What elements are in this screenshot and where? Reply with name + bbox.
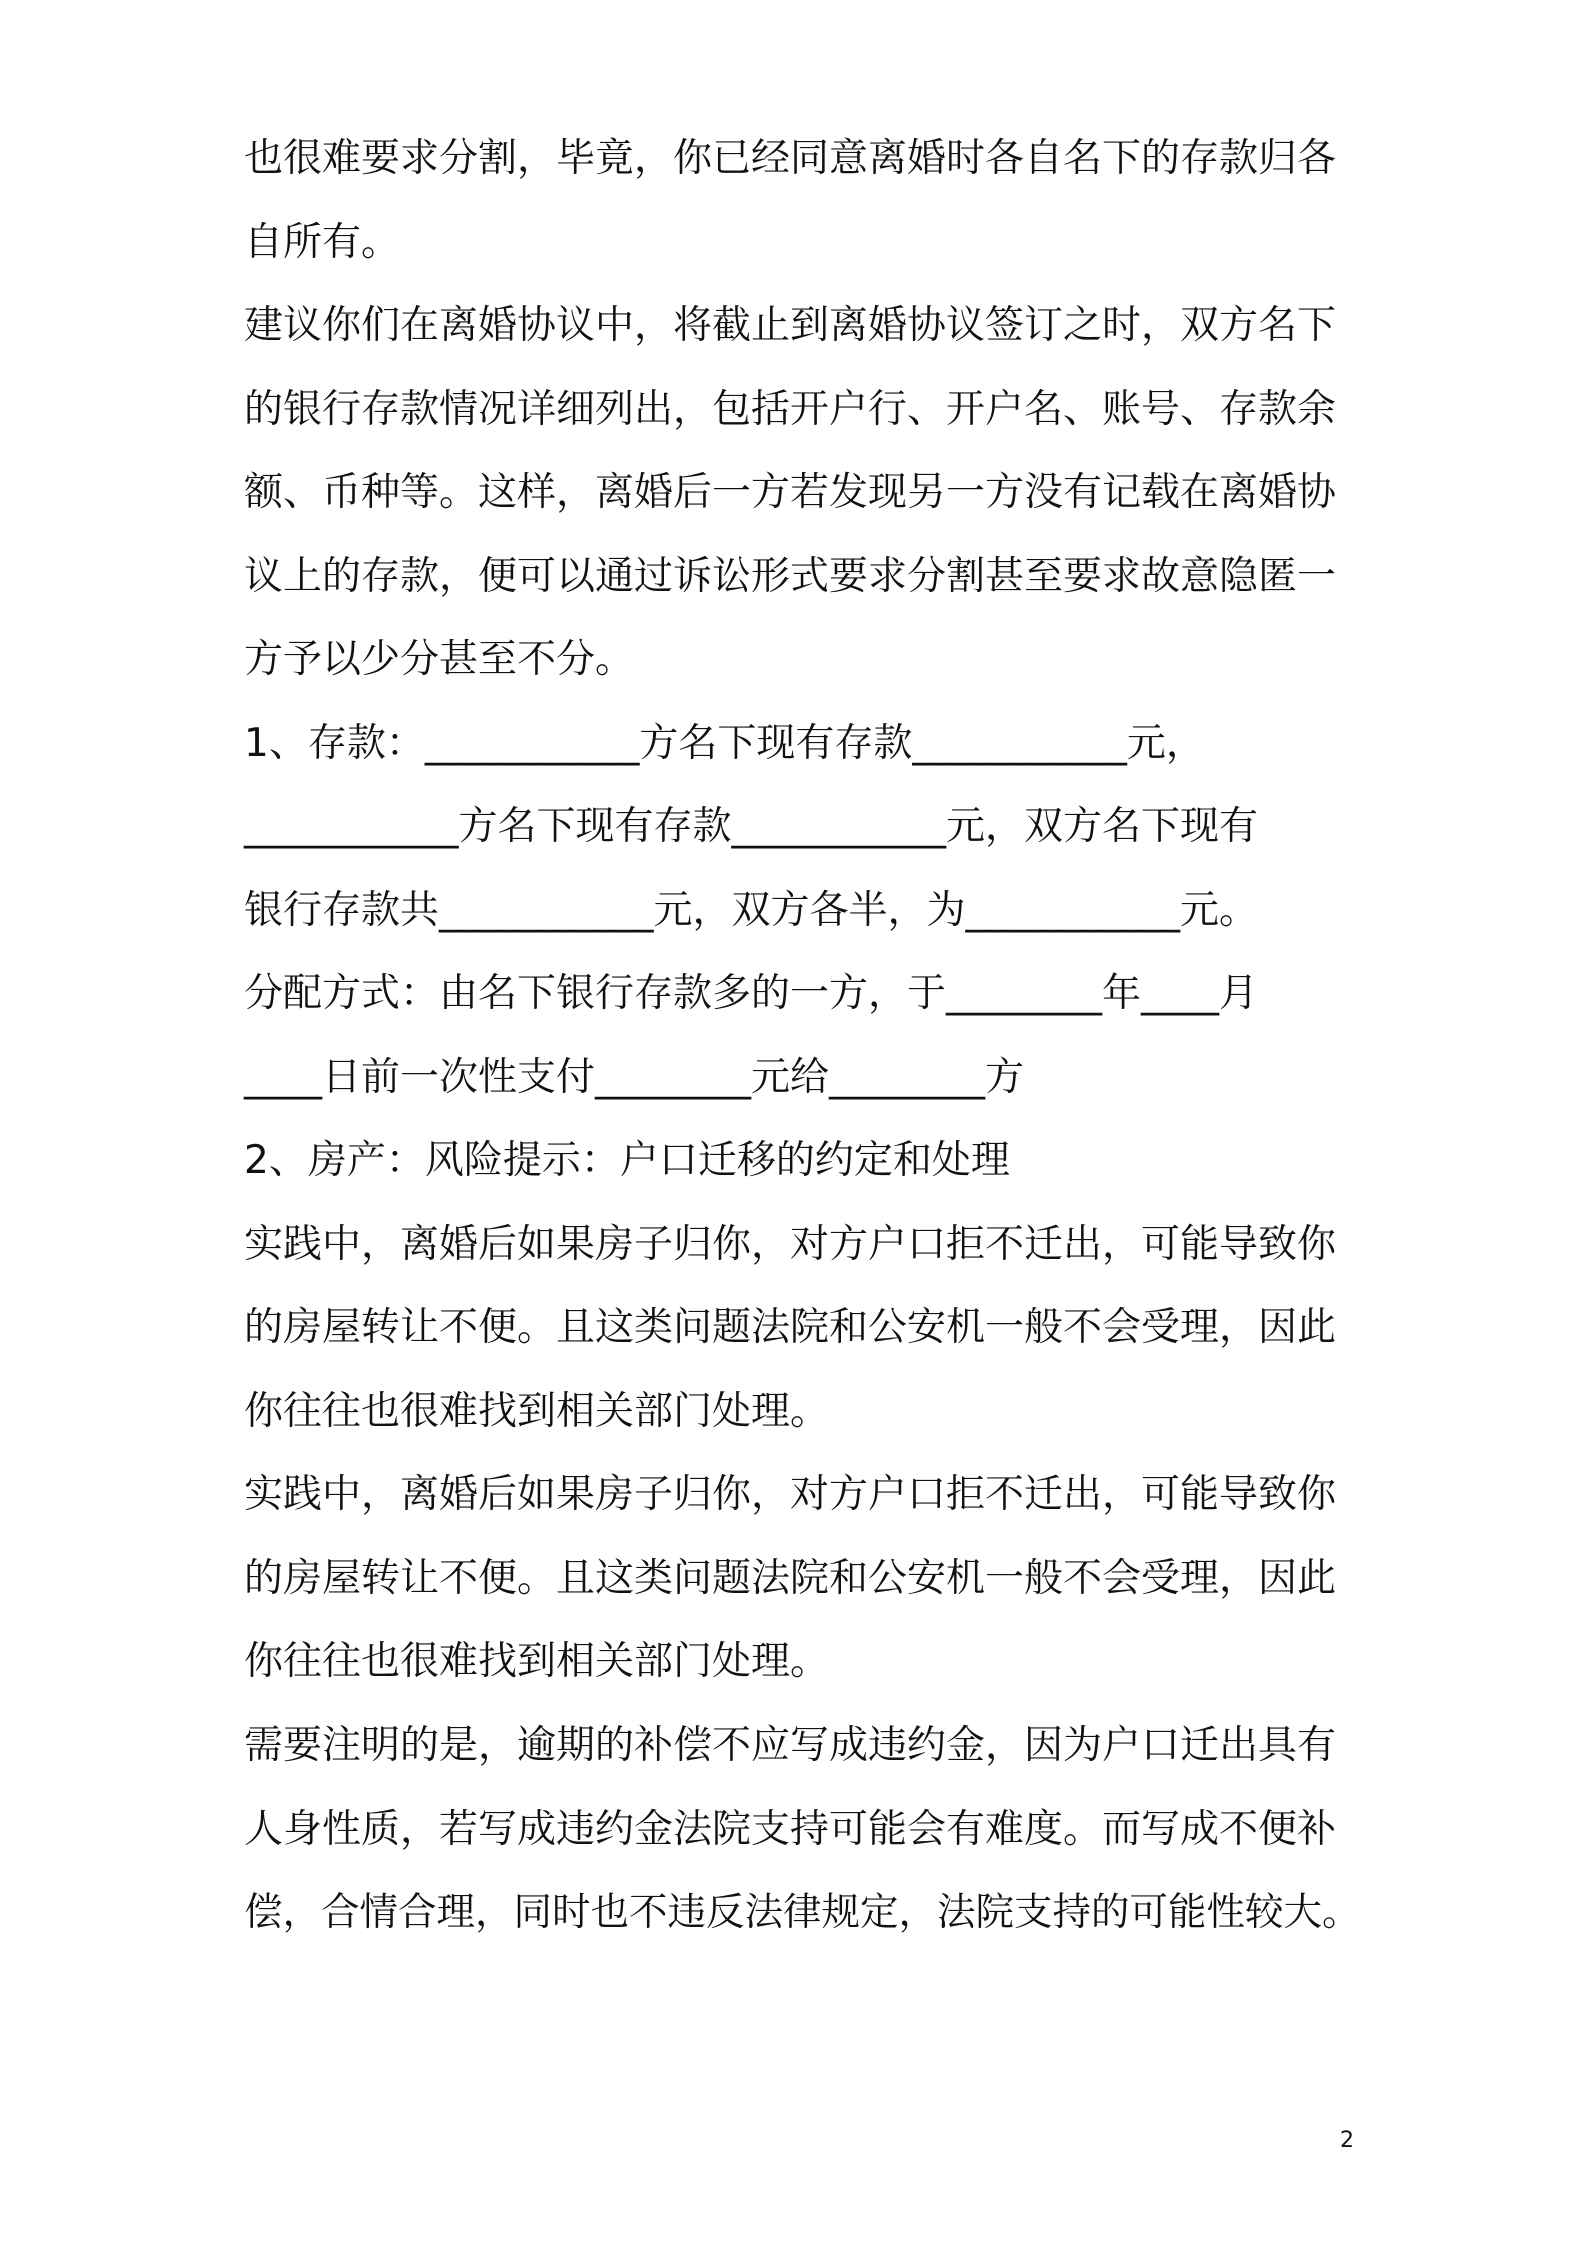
text-line-12: ____日前一次性支付________元给________方 — [244, 1055, 1025, 1100]
text-line-21: 人身性质，若写成违约金法院支持可能会有难度。而写成不便补 — [244, 1807, 1337, 1852]
text-line-6: 议上的存款，便可以通过诉讼形式要求分割甚至要求故意隐匿一 — [244, 554, 1337, 599]
text-line-1: 也很难要求分割，毕竟，你已经同意离婚时各自名下的存款归各 — [244, 136, 1337, 181]
text-line-13: 2、房产：风险提示：户口迁移的约定和处理 — [244, 1138, 1010, 1183]
text-line-9: ___________方名下现有存款___________元，双方名下现有 — [244, 804, 1259, 849]
text-line-15: 的房屋转让不便。且这类问题法院和公安机一般不会受理，因此 — [244, 1305, 1337, 1350]
text-line-20: 需要注明的是，逾期的补偿不应写成违约金，因为户口迁出具有 — [244, 1723, 1337, 1768]
text-line-11: 分配方式：由名下银行存款多的一方，于________年____月 — [244, 971, 1259, 1016]
text-line-2: 自所有。 — [244, 220, 401, 265]
text-line-4: 的银行存款情况详细列出，包括开户行、开户名、账号、存款余 — [244, 387, 1337, 432]
text-line-14: 实践中，离婚后如果房子归你，对方户口拒不迁出，可能导致你 — [244, 1222, 1337, 1267]
page-number: 2 — [1340, 2128, 1354, 2153]
text-line-5: 额、币种等。这样，离婚后一方若发现另一方没有记载在离婚协 — [244, 470, 1337, 515]
text-line-18: 的房屋转让不便。且这类问题法院和公安机一般不会受理，因此 — [244, 1556, 1337, 1601]
text-line-19: 你往往也很难找到相关部门处理。 — [244, 1639, 830, 1684]
text-line-3: 建议你们在离婚协议中，将截止到离婚协议签订之时，双方名下 — [244, 303, 1337, 348]
text-line-17: 实践中，离婚后如果房子归你，对方户口拒不迁出，可能导致你 — [244, 1472, 1337, 1517]
text-line-22: 偿，合情合理，同时也不违反法律规定，法院支持的可能性较大。 — [244, 1890, 1361, 1935]
text-line-8: 1、存款：___________方名下现有存款___________元， — [244, 721, 1205, 766]
text-line-10: 银行存款共___________元，双方各半，为___________元。 — [244, 888, 1259, 933]
text-line-7: 方予以少分甚至不分。 — [244, 637, 635, 682]
text-line-16: 你往往也很难找到相关部门处理。 — [244, 1389, 830, 1434]
